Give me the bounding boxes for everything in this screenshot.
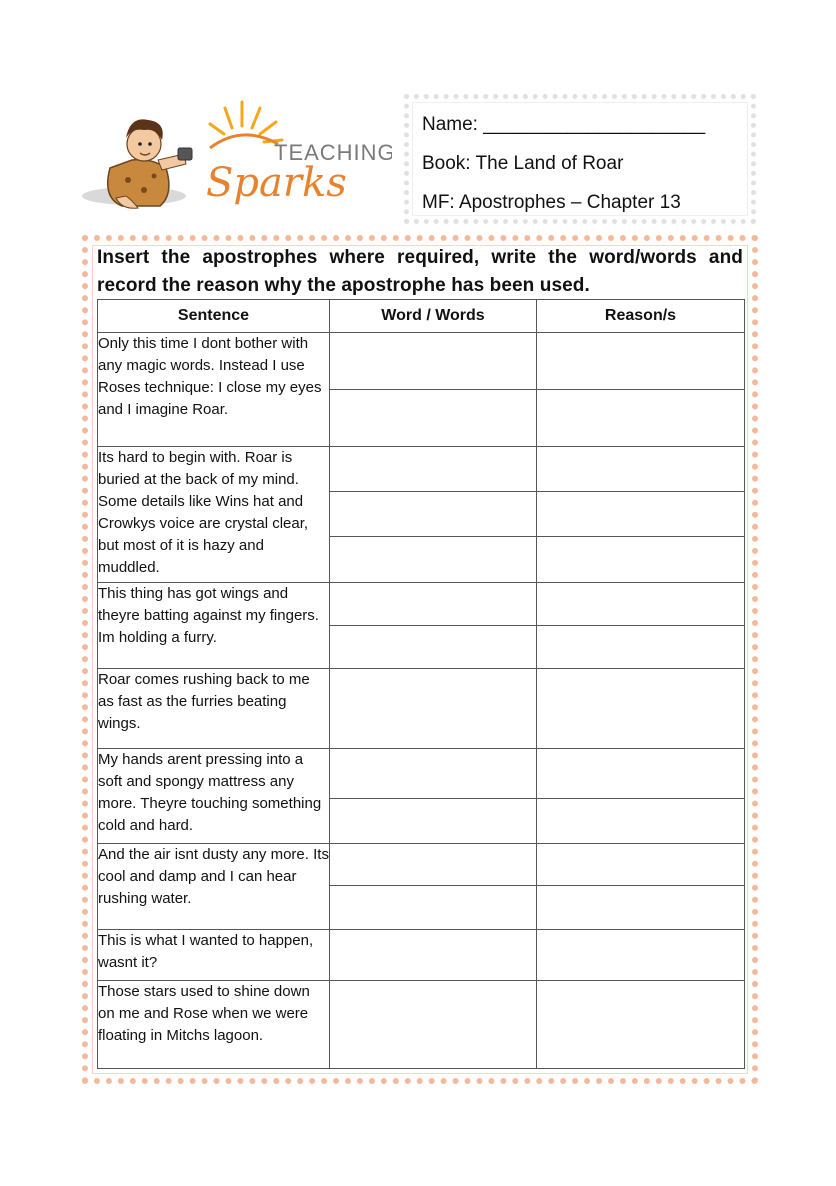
word-answer-cell[interactable] (330, 333, 537, 390)
sentence-cell: Only this time I dont bother with any magic words. Instead I use Roses technique: I close my eyes and I imagine Roar. (98, 333, 330, 447)
word-answer-cell[interactable] (330, 626, 537, 669)
reason-answer-cell[interactable] (537, 333, 745, 390)
reason-answer-cell[interactable] (537, 390, 745, 447)
table-row (98, 981, 745, 1069)
reason-answer-cell[interactable] (537, 583, 745, 626)
sentence-cell: This thing has got wings and theyre batting against my fingers. Im holding a furry. (98, 583, 330, 669)
sentence-cell: My hands arent pressing into a soft and spongy mattress any more. Theyre touching something cold and hard. (98, 749, 330, 844)
word-answer-cell[interactable] (330, 447, 537, 492)
table-row (98, 583, 745, 626)
word-answer-cell[interactable] (330, 886, 537, 930)
header-words: Word / Words (330, 300, 537, 333)
table-row (98, 333, 745, 390)
header-sentence: Sentence (98, 300, 330, 333)
word-answer-cell[interactable] (330, 669, 537, 749)
reason-answer-cell[interactable] (537, 447, 745, 492)
table-row (98, 930, 745, 981)
table-row (98, 844, 745, 886)
word-answer-cell[interactable] (330, 390, 537, 447)
word-answer-cell[interactable] (330, 583, 537, 626)
teaching-sparks-logo (82, 98, 392, 216)
logo-text-sparks: Sparks (206, 160, 347, 206)
sentence-cell: Roar comes rushing back to me as fast as the furries beating wings. (98, 669, 330, 749)
reason-answer-cell[interactable] (537, 886, 745, 930)
reason-answer-cell[interactable] (537, 669, 745, 749)
word-answer-cell[interactable] (330, 492, 537, 537)
reason-answer-cell[interactable] (537, 537, 745, 583)
book-title: Book: The Land of Roar (422, 153, 624, 174)
logo-text-teaching: TEACHING (274, 140, 392, 165)
reason-answer-cell[interactable] (537, 930, 745, 981)
mf-topic: MF: Apostrophes – Chapter 13 (422, 192, 681, 213)
sentence-cell: Those stars used to shine down on me and Rose when we were floating in Mitchs lagoon. (98, 981, 330, 1069)
name-field[interactable]: Name: _____________________ (422, 114, 706, 135)
word-answer-cell[interactable] (330, 749, 537, 799)
word-answer-cell[interactable] (330, 799, 537, 844)
sentence-cell: And the air isnt dusty any more. Its cool and damp and I can hear rushing water. (98, 844, 330, 930)
reason-answer-cell[interactable] (537, 799, 745, 844)
header-reasons: Reason/s (537, 300, 745, 333)
word-answer-cell[interactable] (330, 981, 537, 1069)
sentence-cell: Its hard to begin with. Roar is buried at the back of my mind. Some details like Wins hat and Crowkys voice are crystal clear, but most of it is hazy and muddled. (98, 447, 330, 583)
sentence-cell: This is what I wanted to happen, wasnt it? (98, 930, 330, 981)
reason-answer-cell[interactable] (537, 749, 745, 799)
apostrophe-table (97, 299, 745, 1069)
word-answer-cell[interactable] (330, 930, 537, 981)
table-row (98, 749, 745, 799)
word-answer-cell[interactable] (330, 844, 537, 886)
student-info-box (404, 94, 756, 224)
word-answer-cell[interactable] (330, 537, 537, 583)
reason-answer-cell[interactable] (537, 981, 745, 1069)
reason-answer-cell[interactable] (537, 844, 745, 886)
instructions-text: Insert the apostrophes where required, write the word/words and record the reason why the apostrophe has been used. (97, 247, 743, 296)
table-header-row (98, 300, 745, 333)
reason-answer-cell[interactable] (537, 626, 745, 669)
table-row (98, 447, 745, 492)
table-row (98, 669, 745, 749)
reason-answer-cell[interactable] (537, 492, 745, 537)
